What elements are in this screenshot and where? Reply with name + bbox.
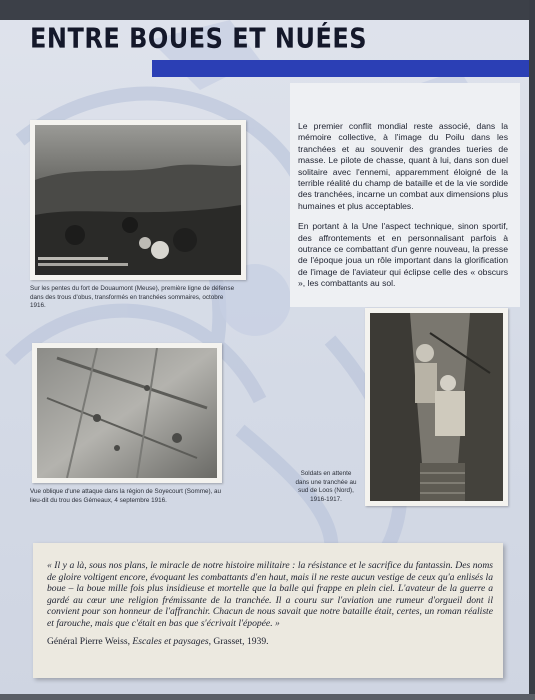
page-title: ENTRE BOUES ET NUÉES <box>30 22 368 55</box>
photo-douaumont <box>30 120 246 280</box>
intro-paragraph-1: Le premier conflit mondial reste associé, dans la mémoire collective, à l'image du Poilu dans les tranchées et au souvenir des grandes tueries de masse. Le pilote de chasse, quant à lui, dans son duel solitaire avec l'ennemi, apparemment éloigné de la terrible réalité du champ de bataille et de la vie sordide des tranchées, incarne un combat aux dimensions plus humaines et plus acceptables. <box>298 121 508 211</box>
quote-text: « Il y a là, sous nos plans, le miracle de notre histoire militaire : la résistance et le sacrifice du fantassin. Des noms de gloire voltigent encore, évoquant les combattants d'en haut, mais il ne reste aucun vestige de ceux qu'a enlisés la boue – la boue mille fois plus insidieuse et mortelle que la balle qui frappe en plein ciel. L'avateur de la guerre a gardé au cœur une religion frémissante de la tranchée. Il a couru sur l'aviation une rumeur d'orgueil dont il convient pour son honneur de l'affranchir. Chacun de nous savait que notre bataille était, certes, un roman réaliste et farouche, mais que c'était en bas que s'écrivait l'épopée. » <box>47 560 493 629</box>
photo-soyecourt-aerial <box>32 343 222 483</box>
title-accent-bar <box>152 60 535 77</box>
caption-douaumont: Sur les pentes du fort de Douaumont (Meuse), première ligne de défense dans des trous d'obus, transformés en tranchées sommaires, octobre 1916. <box>30 285 235 310</box>
quote-book: Escales et paysages <box>132 636 209 647</box>
photo-douaumont-image <box>35 125 241 275</box>
quote-author: Général Pierre Weiss, <box>47 636 133 647</box>
caption-loos: Soldats en attente dans une tranchée au sud de Loos (Nord), 1916-1917. <box>295 470 357 503</box>
caption-soyecourt: Vue oblique d'une attaque dans la région de Soyecourt (Somme), au lieu-dit du trou des Gémeaux, 4 septembre 1916. <box>30 488 222 504</box>
frame-right-edge <box>529 0 535 700</box>
quote-attribution <box>47 636 269 647</box>
intro-paragraph-2: En portant à la Une l'aspect technique, sinon sportif, des affrontements et en personnalisant parfois à outrance ce combattant d'un genre nouveau, la presse de l'époque joua un rôle important dans la glorification de l'image de l'aviateur qui éclipse celle des « obscurs », les combattants au sol. <box>298 221 508 289</box>
frame-bottom-edge <box>0 694 535 700</box>
intro-text <box>298 121 508 299</box>
photo-soyecourt-image <box>37 348 217 478</box>
quote-publisher: , Grasset, 1939. <box>208 636 269 647</box>
photo-loos-image <box>370 313 503 501</box>
photo-loos-trench <box>365 308 508 506</box>
